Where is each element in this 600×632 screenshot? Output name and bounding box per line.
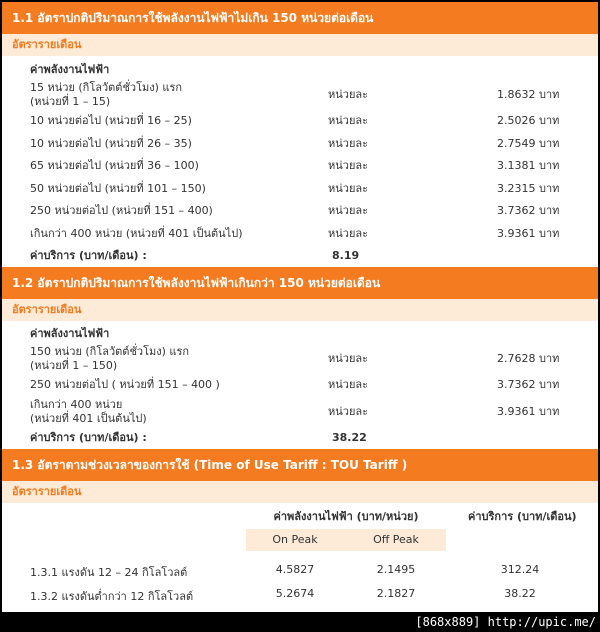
row-unit: หน่วยละ	[328, 88, 369, 101]
row-value: 1.8632 บาท	[497, 88, 560, 101]
row-unit: หน่วยละ	[328, 204, 369, 217]
energy-charge-header: ค่าพลังงานไฟฟ้า (บาท/หน่วย)	[273, 509, 419, 523]
image-host-footer: [868x889] http://upic.me/	[415, 615, 596, 629]
section-1-1-title: 1.1 อัตราปกติปริมาณการใช้พลังงานไฟฟ้าไม่เกิน 150 หน่วยต่อเดือน	[2, 2, 598, 34]
table-row	[2, 397, 598, 427]
section-1-2-subheader: อัตรารายเดือน	[2, 299, 598, 321]
row-unit: หน่วยละ	[328, 136, 369, 150]
table-row	[2, 110, 598, 133]
tariff-page	[2, 2, 598, 612]
on-peak-header: On Peak	[272, 532, 318, 546]
section-1-2-title: 1.2 อัตราปกติปริมาณการใช้พลังงานไฟฟ้าเกินกว่า 150 หน่วยต่อเดือน	[2, 267, 598, 299]
row-label: 10 หน่วยต่อไป (หน่วยที่ 26 – 35)	[30, 136, 192, 150]
row-value: 2.7628 บาท	[497, 352, 560, 365]
section-1-1-group-title: ค่าพลังงานไฟฟ้า	[30, 63, 110, 76]
service-charge-label: ค่าบริการ (บาท/เดือน) :	[30, 430, 147, 444]
row-value: 3.2315 บาท	[497, 181, 560, 195]
section-1-3-subheader: อัตรารายเดือน	[2, 481, 598, 503]
row-label: 150 หน่วย (กิโลวัตต์ชั่วโมง) แรก (หน่วยที่ 1 – 150)	[30, 345, 190, 372]
row-unit: หน่วยละ	[328, 378, 369, 391]
tou-table	[2, 503, 598, 607]
row-value: 3.9361 บาท	[497, 226, 560, 240]
table-row	[2, 178, 598, 201]
row-unit: หน่วยละ	[328, 404, 369, 418]
row-label: 50 หน่วยต่อไป (หน่วยที่ 101 – 150)	[30, 181, 206, 195]
service-charge-value: 312.24	[500, 562, 540, 576]
table-row	[2, 583, 598, 605]
row-label: 250 หน่วยต่อไป (หน่วยที่ 151 – 400)	[30, 204, 213, 217]
on-peak-value: 5.2674	[275, 586, 315, 600]
table-row	[2, 80, 598, 110]
section-1-2-group-title: ค่าพลังงานไฟฟ้า	[30, 327, 110, 340]
service-charge-header: ค่าบริการ (บาท/เดือน)	[468, 509, 577, 523]
row-value: 3.9361 บาท	[497, 404, 560, 418]
table-row	[2, 559, 598, 581]
table-row	[2, 223, 598, 246]
row-label: 15 หน่วย (กิโลวัตต์ชั่วโมง) แรก (หน่วยที่ 1 – 15)	[30, 81, 183, 108]
service-charge-value: 38.22	[504, 586, 536, 600]
service-charge-row	[2, 245, 598, 267]
section-1-3-title: 1.3 อัตราตามช่วงเวลาของการใช้ (Time of Use Tariff : TOU Tariff )	[2, 449, 598, 481]
row-unit: หน่วยละ	[328, 352, 369, 365]
row-value: 2.7549 บาท	[497, 136, 560, 150]
row-unit: หน่วยละ	[328, 159, 369, 172]
row-label: 250 หน่วยต่อไป ( หน่วยที่ 151 – 400 )	[30, 378, 220, 391]
row-unit: หน่วยละ	[328, 181, 369, 195]
row-label: 1.3.1 แรงดัน 12 – 24 กิโลโวลต์	[30, 565, 188, 579]
table-row	[2, 374, 598, 397]
off-peak-value: 2.1827	[376, 586, 416, 600]
section-1-1-subheader: อัตรารายเดือน	[2, 34, 598, 56]
row-label: 65 หน่วยต่อไป (หน่วยที่ 36 – 100)	[30, 159, 199, 172]
off-peak-header: Off Peak	[373, 532, 419, 546]
row-value: 2.5026 บาท	[497, 114, 560, 127]
service-charge-value: 8.19	[332, 249, 360, 262]
row-label: 1.3.2 แรงดันต่ำกว่า 12 กิโลโวลต์	[30, 589, 194, 603]
row-label: เกินกว่า 400 หน่วย (หน่วยที่ 401 เป็นต้นไป)	[30, 226, 243, 240]
row-label: 10 หน่วยต่อไป (หน่วยที่ 16 – 25)	[30, 114, 192, 127]
off-peak-value: 2.1495	[376, 562, 416, 576]
row-unit: หน่วยละ	[328, 226, 369, 240]
row-unit: หน่วยละ	[328, 114, 369, 127]
row-value: 3.1381 บาท	[497, 159, 560, 172]
service-charge-row	[2, 427, 598, 449]
table-row	[2, 155, 598, 178]
row-value: 3.7362 บาท	[497, 378, 560, 391]
on-peak-value: 4.5827	[275, 562, 315, 576]
row-value: 3.7362 บาท	[497, 204, 560, 217]
service-charge-label: ค่าบริการ (บาท/เดือน) :	[30, 249, 147, 262]
table-row	[2, 200, 598, 223]
row-label: เกินกว่า 400 หน่วย (หน่วยที่ 401 เป็นต้นไป)	[30, 397, 147, 425]
table-row	[2, 344, 598, 374]
service-charge-value: 38.22	[332, 430, 367, 444]
table-row	[2, 133, 598, 156]
